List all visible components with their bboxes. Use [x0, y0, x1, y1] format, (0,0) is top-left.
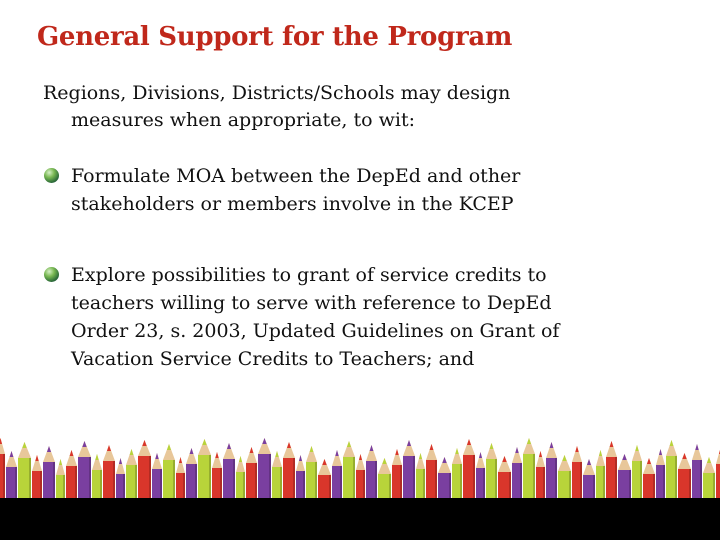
- slide-title: General Support for the Program: [37, 22, 513, 52]
- bullet-text: Explore possibilities to grant of service credits to teachers willing to serve with reference to DepEd Order 23, s. 2003, Updated Guidelines on Grant of Vacation Service Credits to Teachers; and: [71, 264, 560, 370]
- footer-bar: [0, 498, 720, 540]
- intro-line-2: measures when appropriate, to wit:: [71, 109, 415, 131]
- bullet-icon: [44, 267, 59, 282]
- intro-line-1: Regions, Divisions, Districts/Schools may design: [43, 82, 511, 104]
- intro-paragraph: [43, 80, 563, 134]
- colored-pencils-image: [0, 430, 720, 500]
- bullet-icon: [44, 168, 59, 183]
- bullet-text: Formulate MOA between the DepEd and other stakeholders or members involve in the KCEP: [71, 165, 521, 215]
